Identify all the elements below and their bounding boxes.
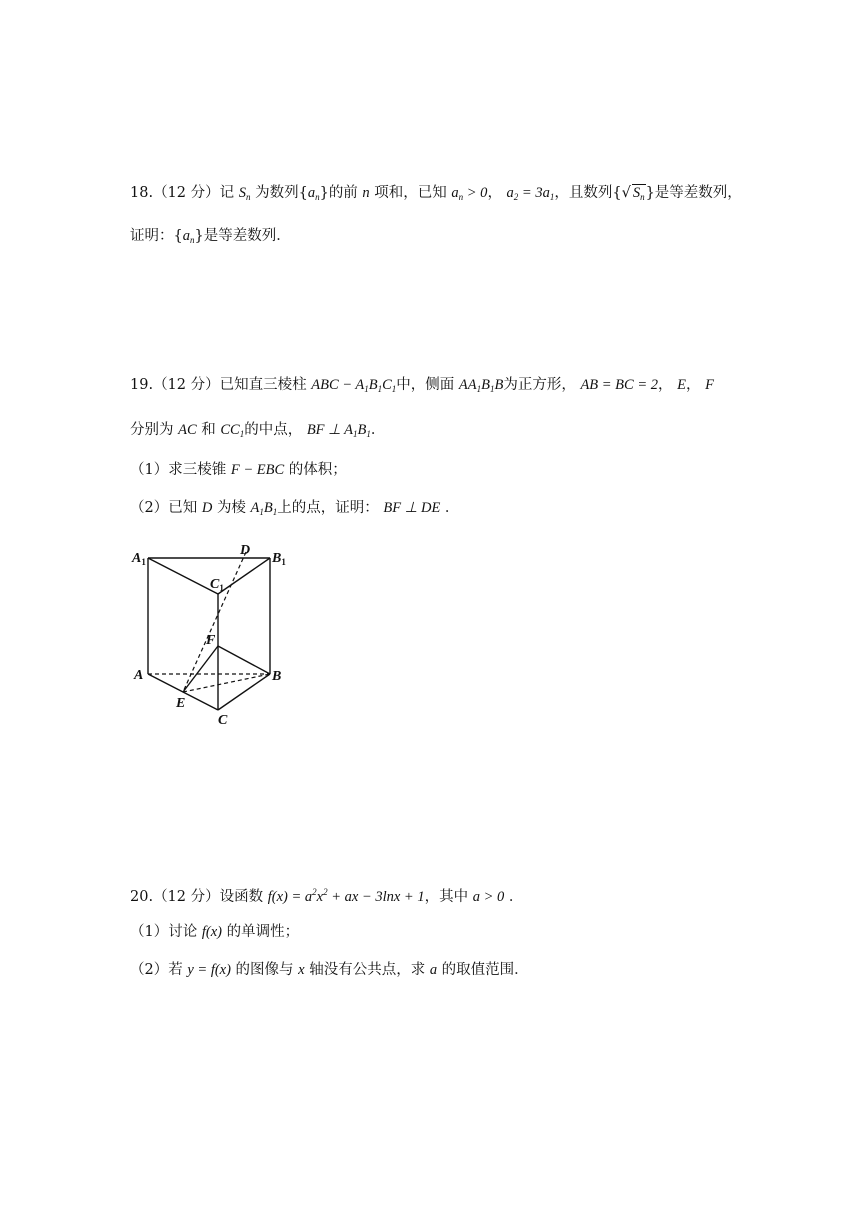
math-a2-eq: $a_2 = 3a_1$ [506, 185, 555, 202]
q20-line1: 20.（12 分）设函数 $f(x) = a^2x^2$ + ax − 3lnx + 1，其中 a > 0 ． [130, 887, 524, 905]
math-Sn: $S_n$ [238, 185, 251, 202]
q19-number: 19. [130, 377, 154, 393]
label-B1: $B_1$ [272, 551, 286, 567]
q20-number: 20. [130, 889, 154, 905]
q20-score: （12 分） [153, 889, 220, 905]
math-seq-an: $\{a_n\}$ [173, 228, 204, 245]
math-x: x [298, 962, 305, 978]
label-C: C [218, 713, 228, 728]
math-a: a [429, 962, 438, 978]
label-E: E [176, 696, 186, 711]
math-F-EBC: F − EBC [230, 462, 285, 478]
math-a-positive: a > 0 [472, 889, 505, 905]
math-y-fx: y = f(x) [187, 962, 231, 978]
math-n: n [362, 185, 370, 201]
label-F: F [206, 633, 216, 648]
math-CC1: $CC_1$ [220, 422, 245, 439]
math-bf-perp: BF ⊥ $A_1B_1$ [306, 422, 371, 439]
q18-line2: 证明：$\{a_n\}$是等差数列． [130, 228, 291, 245]
math-D: D [201, 500, 213, 516]
math-prism: ABC − $A_1B_1C_1$ [311, 377, 397, 394]
label-A: A [134, 668, 144, 683]
math-F: F [705, 377, 714, 393]
prism-figure [130, 538, 290, 734]
q19-part2: （2）已知 D 为棱 $A_1B_1$上的点，证明： BF ⊥ DE ． [130, 500, 460, 517]
q18-number: 18. [130, 185, 154, 201]
math-ab-bc: AB = BC = 2 [580, 377, 658, 393]
math-face: $AA_1B_1B$ [458, 377, 504, 394]
label-A1: $A_1$ [132, 551, 146, 567]
q19-line2: 分别为 AC 和 $CC_1$的中点， BF ⊥ $A_1B_1$． [130, 422, 386, 439]
math-A1B1: $A_1B_1$ [250, 500, 278, 517]
edge-C1B1 [218, 558, 270, 594]
label-C1: $C_1$ [210, 577, 224, 593]
q20-part2: （2）若 y = f(x) 的图像与 x 轴没有公共点，求 a 的取值范围． [130, 962, 529, 978]
q18-line1: 18.（12 分）记 $S_n$ 为数列$\{a_n\}$的前 n 项和，已知 $a_n > 0$， $a_2 = 3a_1$，且数列{√ $S_n$}是等差数列， [130, 185, 742, 202]
q19-line1: 19.（12 分）已知直三棱柱 ABC − $A_1B_1C_1$中，侧面 $AA_1B_1B$为正方形， AB = BC = 2， E， F [130, 377, 714, 394]
q20-part1: （1）讨论 f(x) 的单调性； [130, 924, 300, 940]
math-seq-sqrtSn: {√ $S_n$} [612, 185, 655, 202]
edge-A1C1 [148, 558, 218, 594]
math-an-positive: $a_n > 0$ [451, 185, 488, 202]
q19-score: （12 分） [153, 377, 220, 393]
math-bf-de: BF ⊥ DE [383, 500, 441, 516]
math-fx: f(x) [201, 924, 222, 940]
q19-part1: （1）求三棱锥 F − EBC 的体积； [130, 462, 347, 478]
q18-score: （12 分） [153, 185, 220, 201]
segment-FB [218, 646, 270, 674]
label-D: D [240, 543, 251, 558]
segment-DE-hidden [183, 552, 246, 692]
math-seq-an: $\{a_n\}$ [298, 185, 329, 202]
edge-CB [218, 674, 270, 710]
label-B: B [272, 669, 282, 684]
segment-FE [183, 646, 218, 692]
math-E: E [677, 377, 686, 393]
math-AC: AC [178, 422, 197, 438]
math-fx-def: $f(x) = a^2x^2$ + ax − 3lnx + 1 [267, 887, 425, 905]
